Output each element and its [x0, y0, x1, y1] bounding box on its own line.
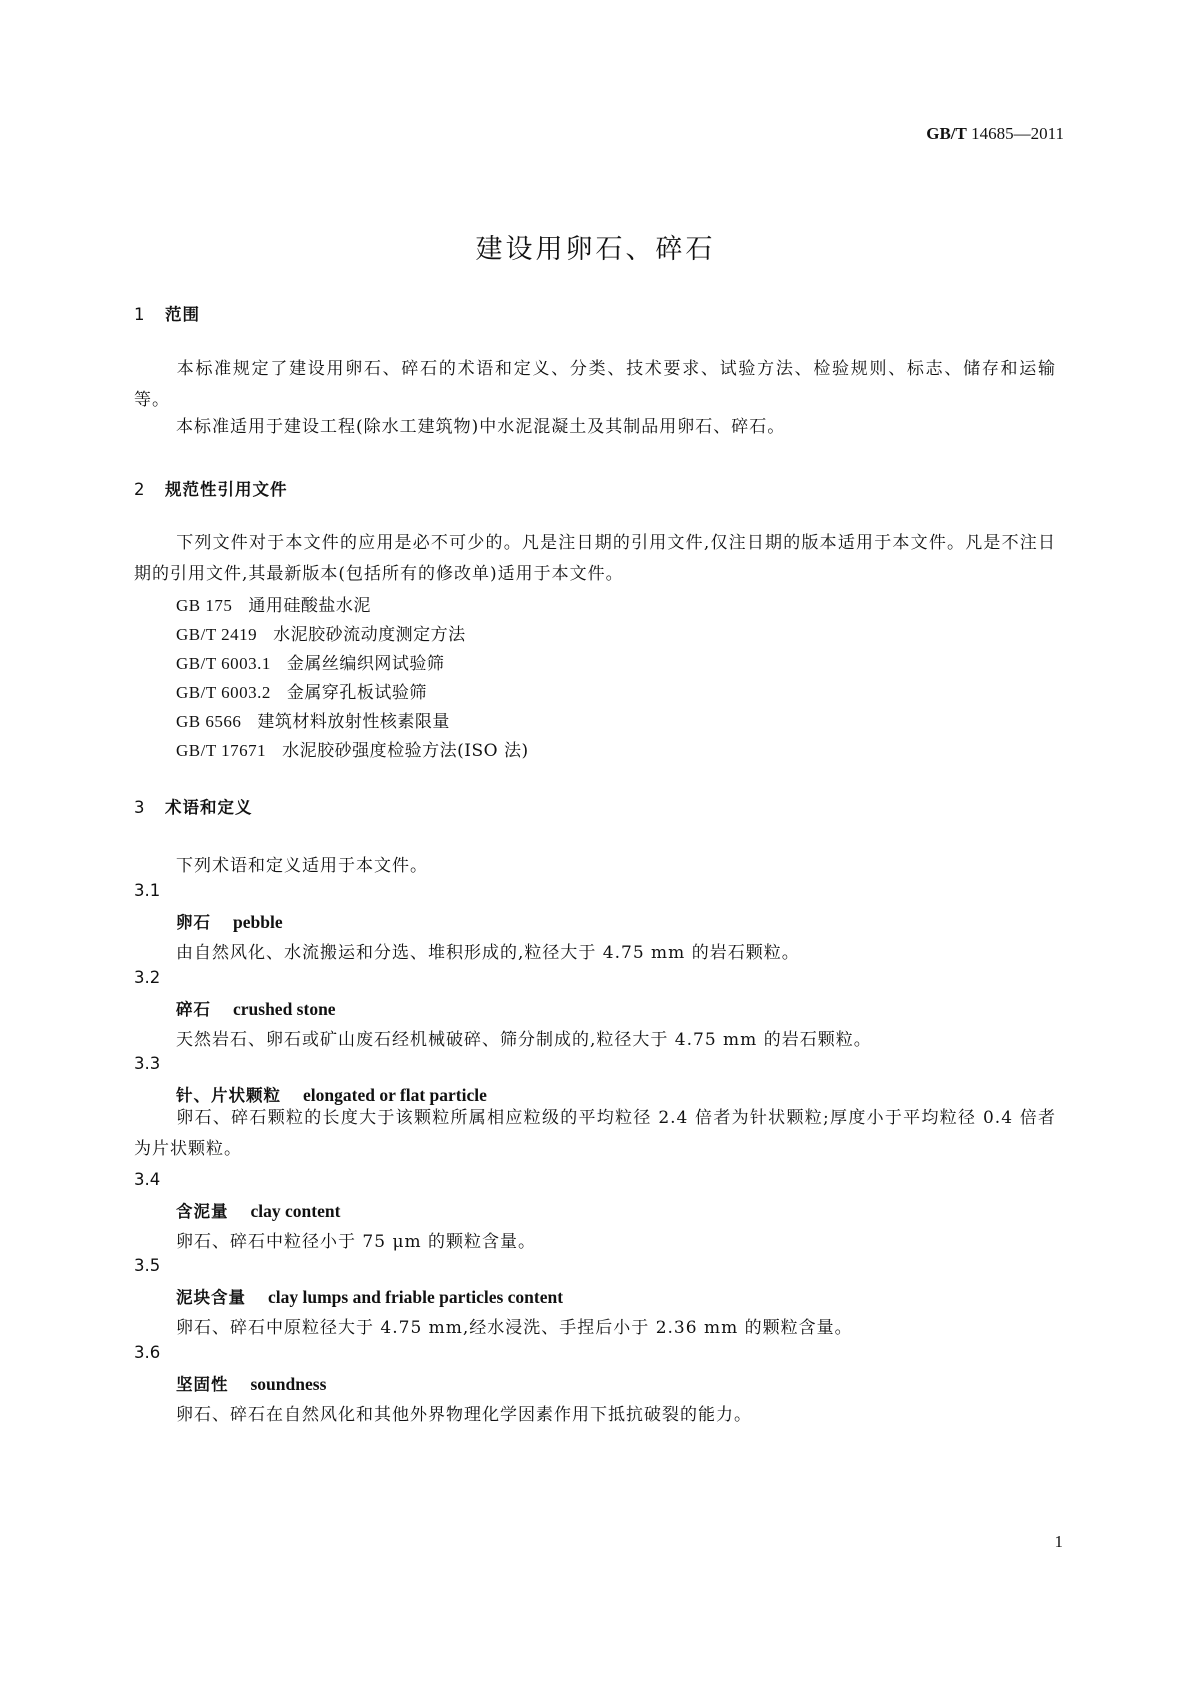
- term-definition: 由自然风化、水流搬运和分选、堆积形成的,粒径大于 4.75 mm 的岩石颗粒。: [176, 943, 800, 963]
- term-zh: 泥块含量: [176, 1288, 246, 1307]
- term-heading: [176, 1284, 563, 1308]
- standard-number: 14685—2011: [971, 124, 1064, 143]
- reference-item: [176, 649, 444, 674]
- section-number: 2: [134, 480, 146, 499]
- term-heading: [176, 996, 336, 1020]
- term-heading: [176, 909, 283, 933]
- term-number: 3.3: [134, 1054, 161, 1073]
- reference-item: [176, 707, 450, 732]
- reference-code: GB 6566: [176, 712, 242, 731]
- section-title: 规范性引用文件: [165, 480, 288, 499]
- section-3-heading: [134, 794, 253, 818]
- term-definition: 卵石、碎石在自然风化和其他外界物理化学因素作用下抵抗破裂的能力。: [176, 1405, 752, 1425]
- reference-item: [176, 736, 529, 761]
- section-title: 术语和定义: [165, 798, 253, 817]
- term-number: 3.6: [134, 1343, 161, 1362]
- section-3-intro: 下列术语和定义适用于本文件。: [176, 856, 428, 876]
- term-zh: 卵石: [176, 913, 211, 932]
- reference-item: [176, 591, 371, 616]
- term-en: pebble: [233, 912, 283, 932]
- reference-item: [176, 678, 427, 703]
- term-zh: 针、片状颗粒: [176, 1086, 281, 1105]
- term-number: 3.4: [134, 1170, 161, 1189]
- term-zh: 碎石: [176, 1000, 211, 1019]
- reference-name: 金属丝编织网试验筛: [286, 654, 445, 674]
- section-number: 3: [134, 798, 146, 817]
- term-en: clay content: [250, 1201, 341, 1221]
- term-number: 3.5: [134, 1256, 161, 1275]
- term-number: 3.2: [134, 968, 161, 987]
- paragraph-text: 卵石、碎石颗粒的长度大于该颗粒所属相应粒级的平均粒径 2.4 倍者为针状颗粒;厚度小于平均粒径 0.4 倍者为片状颗粒。: [134, 1108, 1056, 1159]
- term-zh: 坚固性: [176, 1375, 229, 1394]
- term-en: crushed stone: [233, 999, 336, 1019]
- term-definition: 卵石、碎石中原粒径大于 4.75 mm,经水浸洗、手捏后小于 2.36 mm 的颗粒含量。: [176, 1318, 853, 1338]
- paragraph-text: 本标准适用于建设工程(除水工建筑物)中水泥混凝土及其制品用卵石、碎石。: [176, 417, 786, 437]
- term-en: soundness: [250, 1374, 327, 1394]
- standard-code: [926, 124, 1064, 144]
- term-en: elongated or flat particle: [303, 1085, 487, 1105]
- section-1-para-1: [134, 354, 1056, 416]
- term-definition: [134, 1103, 1056, 1165]
- section-number: 1: [134, 305, 146, 324]
- reference-code: GB/T 6003.2: [176, 683, 271, 702]
- term-number: 3.1: [134, 881, 161, 900]
- reference-code: GB 175: [176, 596, 233, 615]
- reference-code: GB/T 2419: [176, 625, 258, 644]
- section-2-heading: [134, 476, 288, 500]
- reference-item: [176, 620, 466, 645]
- reference-name: 金属穿孔板试验筛: [286, 683, 427, 703]
- section-title: 范围: [165, 305, 200, 324]
- term-definition: 卵石、碎石中粒径小于 75 μm 的颗粒含量。: [176, 1232, 537, 1252]
- term-definition: 天然岩石、卵石或矿山废石经机械破碎、筛分制成的,粒径大于 4.75 mm 的岩石颗粒。: [176, 1030, 872, 1050]
- standard-prefix: GB/T: [926, 124, 967, 143]
- reference-name: 建筑材料放射性核素限量: [257, 712, 450, 732]
- paragraph-text: 本标准规定了建设用卵石、碎石的术语和定义、分类、技术要求、试验方法、检验规则、标志、储存和运输等。: [134, 359, 1056, 410]
- term-heading: [176, 1371, 326, 1395]
- term-heading: [176, 1198, 340, 1222]
- reference-name: 水泥胶砂流动度测定方法: [273, 625, 466, 645]
- document-title: 建设用卵石、碎石: [475, 234, 716, 265]
- section-1-heading: [134, 301, 200, 325]
- paragraph-text: 下列文件对于本文件的应用是必不可少的。凡是注日期的引用文件,仅注日期的版本适用于本文件。凡是不注日期的引用文件,其最新版本(包括所有的修改单)适用于本文件。: [134, 533, 1056, 584]
- term-en: clay lumps and friable particles content: [268, 1287, 564, 1307]
- reference-code: GB/T 6003.1: [176, 654, 271, 673]
- reference-name: 通用硅酸盐水泥: [248, 596, 371, 616]
- reference-code: GB/T 17671: [176, 741, 267, 760]
- term-zh: 含泥量: [176, 1202, 229, 1221]
- reference-name: 水泥胶砂强度检验方法(ISO 法): [282, 741, 529, 761]
- section-2-intro: [134, 528, 1056, 590]
- section-1-para-2: [134, 412, 1056, 443]
- page-number: 1: [1054, 1532, 1063, 1551]
